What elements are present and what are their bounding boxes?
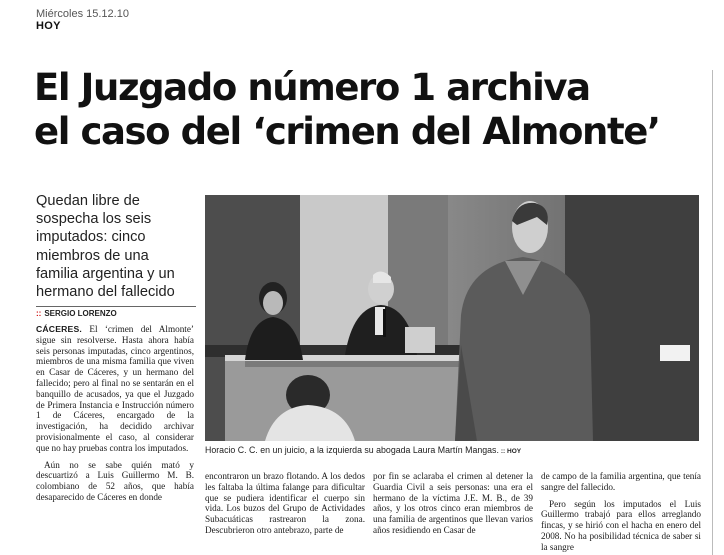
courtroom-photo	[205, 195, 699, 441]
body-column-3	[373, 471, 533, 536]
photo-credit: :: HOY	[500, 448, 522, 455]
body-column-1	[36, 324, 194, 503]
dateline: CÁCERES.	[36, 324, 83, 334]
paper-on-desk	[660, 345, 690, 361]
paragraph-2: Aún no se sabe quién mató y descuartizó a Luis Guillermo M. B. colombiano de 52 años, que había desaparecido de Cáceres en donde	[36, 459, 194, 502]
byline	[36, 309, 117, 318]
headline-line-1: El Juzgado número 1 archiva	[34, 66, 590, 109]
author-name: SERGIO LORENZO	[44, 309, 117, 318]
section-label: HOY	[36, 20, 61, 32]
column-3-text: por fin se aclaraba el crimen al detener la Guardia Civil a seis personas: una era el hermano de la víctima J.E. M. B., de 39 años, y los otros cinco eran miembros de una familia de argentinos que llevan varios años residiendo en Casar de	[373, 471, 533, 535]
subhead-divider	[36, 306, 196, 307]
headline	[34, 66, 704, 154]
body-column-4	[541, 471, 701, 553]
page-edge-rule	[712, 70, 713, 555]
column-4-text-1: de campo de la familia argentina, que tenía sangre del fallecido.	[541, 471, 701, 492]
headline-line-2: el caso del ‘crimen del Almonte’	[34, 110, 660, 153]
column-2-text: encontraron un brazo flotando. A los dedos les faltaba la última falange para dificultar que se pudiera identificar el cuerpo sin vida. Los buzos del Grupo de Actividades Subacuáticas rastrearon la zona. Descubrieron otro antebrazo, parte de	[205, 471, 365, 535]
column-4-text-2: Pero según los imputados el Luis Guillermo trabajó para ellos arreglando fincas, y se hirió con el hacha en enero del 2008. No ha posibilidad técnica de saber si la sangre	[541, 498, 701, 552]
issue-date: Miércoles 15.12.10	[36, 8, 129, 20]
court-bench	[225, 355, 475, 441]
subheadline: Quedan libre de sospecha los seis imputados: cinco miembros de una familia argentina y un hermano del fallecido	[36, 193, 175, 301]
paragraph-1	[36, 324, 194, 454]
body-column-2	[205, 471, 365, 536]
caption-text: Horacio C. C. en un juicio, a la izquierda su abogada Laura Martín Mangas.	[205, 445, 499, 455]
byline-marker: ::	[36, 309, 42, 318]
photo-caption	[205, 445, 699, 455]
paragraph-1-text: El ‘crimen del Almonte’ sigue sin resolverse. Hasta ahora había seis personas imputadas, cinco argentinos, miembros de una misma familia que viven en Casar de Cáceres, y un hermano del fallecido; pero al final no se sentarán en el banquillo de acusados, ya que el Juzgado de Primera Instancia e Instrucción número 1 de Cáceres, encargado de la investigación, ha decidido archivar provisionalmente el caso, al considerar que no hay pruebas contra los imputados.	[36, 324, 194, 453]
